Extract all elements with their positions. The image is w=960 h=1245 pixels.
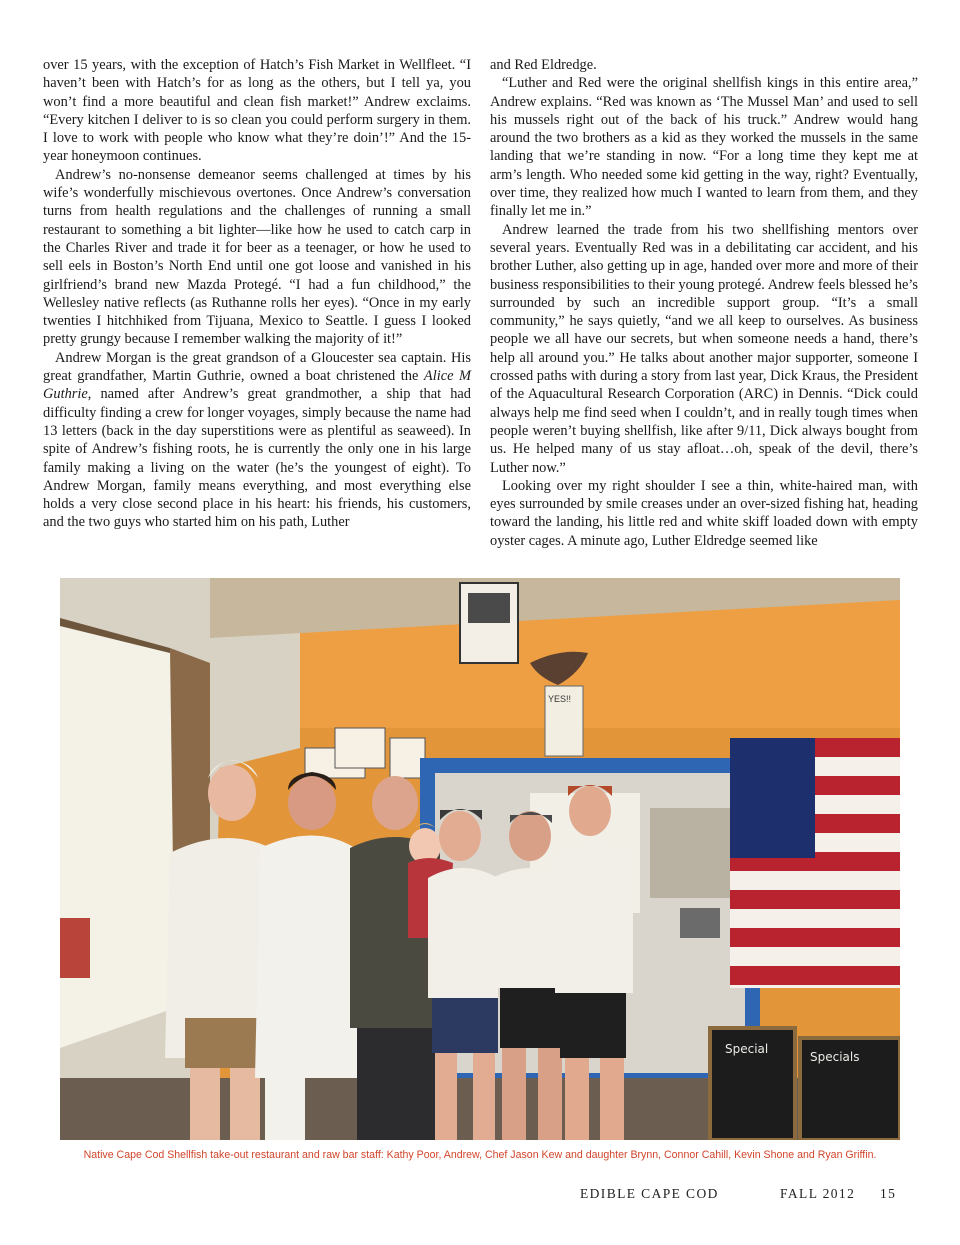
paragraph: Looking over my right shoulder I see a thin, white-haired man, with eyes surrounded by smile creases under an over-sized fishing hat, heading toward the landing, his little red and white skiff loaded down with empty oyster cages. A minute ago, Luther Eldredge seemed like <box>490 477 918 549</box>
right-column <box>490 56 918 556</box>
chalkboard-left-text: Special <box>725 1042 769 1056</box>
yes-sign-text: YES!! <box>548 694 572 704</box>
photo-caption: Native Cape Cod Shellfish take-out restaurant and raw bar staff: Kathy Poor, Andrew, Chef Jason Kew and daughter Brynn, Connor Cahill, Kevin Shone and Ryan Griffin. <box>83 1149 877 1161</box>
issue-label: FALL 2012 <box>780 1186 856 1201</box>
staff-photo <box>60 578 900 1140</box>
left-column <box>43 56 471 556</box>
paragraph: over 15 years, with the exception of Hatch’s Fish Market in Wellfleet. “I haven’t been with Hatch’s for as long as the others, but I tell ya, you won’t find a more beautiful and clean fish market!” Andrew exclaims. “Every kitchen I deliver to is so clean you could perform surgery in them. I love to work with people who know what they’re doin’!” And the 15-year honeymoon continues. <box>43 57 471 165</box>
paragraph: Andrew learned the trade from his two shellfishing mentors over several years. Eventually Red was in a debilitating car accident, and his brother Luther, also getting up in age, handed over more and more of their business responsibilities to their young protegé. Andrew feels blessed he’s surrounded by such an incredible support group. “It’s a small community,” he says quietly, “and we all keep to ourselves. As business people we all have our secrets, but when someone needs a hand, there’s help all around you.” He talks about another major supporter, someone I crossed paths with during a story from last year, Dick Kraus, the President of the Aquacultural Research Corporation (ARC) in Dennis. “Dick could always help me find seed when I couldn’t, and in really tough times when people weren’t buying shellfish, like after 9/11, Dick always bought from us. He helped many of us stay afloat…oh, speak of the devil, there’s Luther now.” <box>490 221 918 476</box>
publication-name: EDIBLE CAPE COD <box>580 1186 719 1201</box>
paragraph: Andrew’s no-nonsense demeanor seems challenged at times by his wife’s wonderfully mischievous overtones. Once Andrew’s conversation turns from health regulations and the challenges of running a small restaurant to something a bit lighter—like how he used to catch carp in the Charles River and trade it for beer as a teenager, or how he used to sell eels in Boston’s North End until one got loose and vanished in his girlfriend’s brand new Mazda Protegé. “I had a fun childhood,” the Wellesley native reflects (as Ruthanne rolls her eyes). “Once in my early twenties I hitchhiked from Tijuana, Mexico to Seattle. I guess I looked pretty grungy because I remember walking the majority of it!” <box>43 166 471 348</box>
paragraph-text: , named after Andrew’s great grandmother, a ship that had difficulty finding a crew for longer voyages, simply because the name had 13 letters (back in the day superstitions were as plentiful as seaweed). In spite of Andrew’s fishing roots, he is currently the only one in his large family making a living on the water (he’s the youngest of eight). To Andrew Morgan, family means everything, and most everything else holds a very close second place in his heart: his friends, his customers, and the two guys who started him on his path, Luther <box>43 386 471 531</box>
paragraph: “Luther and Red were the original shellfish kings in this entire area,” Andrew explains. “Red was known as ‘The Mussel Man’ and used to sell his mussels right out of the back of his truck.” Andrew would hang around the two brothers as a kid as they worked the mussels in the same landing that we’re standing in now. “For a long time they kept me at arm’s length. Who needed some kid getting in the way, right? Eventually, over time, they realized how much I wanted to learn from them, and they finally let me in.” <box>490 75 918 220</box>
page-number: 15 <box>880 1186 897 1201</box>
paragraph-text: Andrew Morgan is the great grandson of a Gloucester sea captain. His great grandfather, Martin Guthrie, owned a boat christened the <box>43 349 471 385</box>
ship-name: Alice M Guthrie <box>43 368 471 403</box>
staff-photo-illustration <box>60 578 900 1140</box>
paragraph <box>43 349 471 532</box>
paragraph: and Red Eldredge. <box>490 57 597 73</box>
chalkboard-right-text: Specials <box>810 1050 860 1064</box>
article-body <box>43 56 918 556</box>
